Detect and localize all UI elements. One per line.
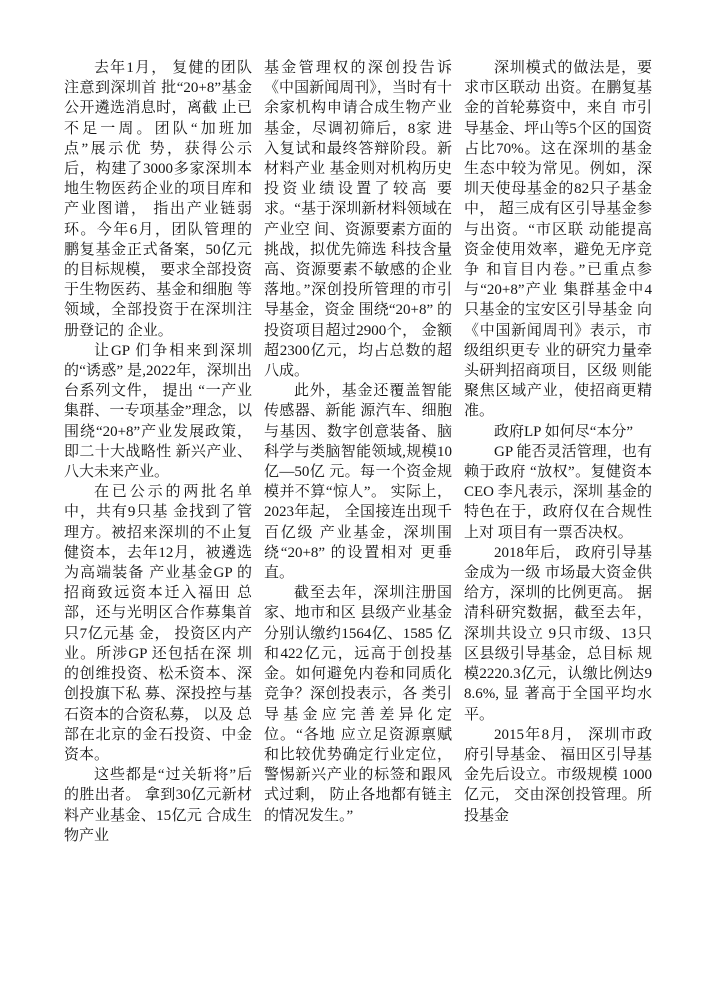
paragraph: 此外，基金还覆盖智能传感器、新能 源汽车、细胞与基因、数字创意装备、脑 科学与类脑智能领域,规模10亿—50亿 元。每一个资金规模并不算“惊人”。 实际上，2023年起， 全国接连出现千百亿级 产业基金，深圳围绕“20+8” 的设置相对 更垂直。: [264, 383, 452, 582]
text-column-3: [464, 58, 652, 846]
paragraph: 深圳模式的做法是，要求市区联动 出资。在鹏复基金的首轮募资中，来自 市引导基金、坪山等5个区的国资占比70%。这在深圳的基金生态中较为常见。例如，深圳天使母基金的82只子基金中， 超三成有区引导基金参与出资。“市区联 动能提高资金使用效率，避免无序竞争 和盲目内卷。”已重点参与“20+8”产业 集群基金中4只基金的宝安区引导基金 向《中国新闻周刊》表示，市级组织更专 业的研究力量牵头研判招商项目，区级 则能聚焦区域产业，使招商更精准。: [464, 60, 652, 420]
paragraph: 2015年8月， 深圳市政府引导基金、 福田区引导基金先后设立。市级规模 1000亿元， 交由深创投管理。所投基金: [464, 726, 652, 824]
paragraph: 这些都是“过关斩将”后的胜出者。 拿到30亿元新材料产业基金、15亿元 合成生物产业: [64, 767, 252, 844]
paragraph: 去年1月， 复健的团队注意到深圳首 批“20+8”基金公开遴选消息时，离截 止已不足一周。团队“加班加点”展示优 势，获得公示后，构建了3000多家深圳本地生物医药企业的项目库和产业图谱， 指出产业链弱环。今年6月，团队管理的 鹏复基金正式备案，50亿元的目标规模， 要求全部投资于生物医药、基金和细胞 等领域，全部投资于在深圳注册登记的 企业。: [64, 60, 252, 339]
paragraph: 截至去年，深圳注册国家、地市和区 县级产业基金分别认缴约1564亿、1585 亿和422亿元，远高于创投基金。如何避免内卷和同质化竞争？深创投表示，各 类引导基金应完善差异化定位。“各地 应立足资源禀赋和比较优势确定行业定位， 警惕新兴产业的标签和跟风式过剩， 防止各地都有链主的情况发生。”: [264, 585, 452, 824]
paragraph: 基金管理权的深创投告诉 《中国新闻周刊》，当时有十余家机构申请合成生物产业基金，尽调初筛后，8家 进入复试和最终答辩阶段。新材料产业 基金则对机构历史投资业绩设置了较高 要求。“基于深圳新材料领域在产业空 间、资源要素方面的挑战，拟优先筛选 科技含量高、资源要素不敏感的企业落地。”深创投所管理的市引导基金，资金 围绕“20+8” 的投资项目超过2900个， 金额超2300亿元，均占总数的超八成。: [264, 60, 452, 380]
paragraph: GP 能否灵活管理，也有赖于政府 “放权”。复健资本CEO 李凡表示，深圳 基金的特色在于，政府仅在合规性上对 项目有一票否决权。: [464, 443, 652, 541]
paragraph: 2018年后， 政府引导基金成为一级 市场最大资金供给方，深圳的比例更高。 据清科研究数据，截至去年，深圳共设立 9只市级、13只区县级引导基金，总目标 规模2220.3亿元，认缴比例达98.6%, 显 著高于全国平均水平。: [464, 544, 652, 723]
text-column-2: [264, 58, 452, 846]
paragraph: 让GP 们争相来到深圳的“诱惑” 是,2022年，深圳出台系列文件， 提出 “一产业集群、一专项基金”理念，以围绕“20+8”产业发展政策，即二十大战略性 新兴产业、八大未来产业。: [64, 342, 252, 481]
text-column-1: [64, 58, 252, 846]
paragraph: 在已公示的两批名单中，共有9只基 金找到了管理方。被招来深圳的不止复 健资本，去年12月，被遴选为高端装备 产业基金GP 的招商致远资本迁入福田 总部，还与光明区合作募集首只7亿元基 金， 投资区内产业。所涉GP 还包括在深 圳的创维投资、松禾资本、深创投旗下私 募、深投控与基石资本的合资私募， 以及 总部在北京的金石投资、中金资本。: [64, 484, 252, 763]
section-subheading: 政府LP 如何尽“本分”: [494, 423, 634, 440]
article-text-area: [64, 58, 652, 846]
